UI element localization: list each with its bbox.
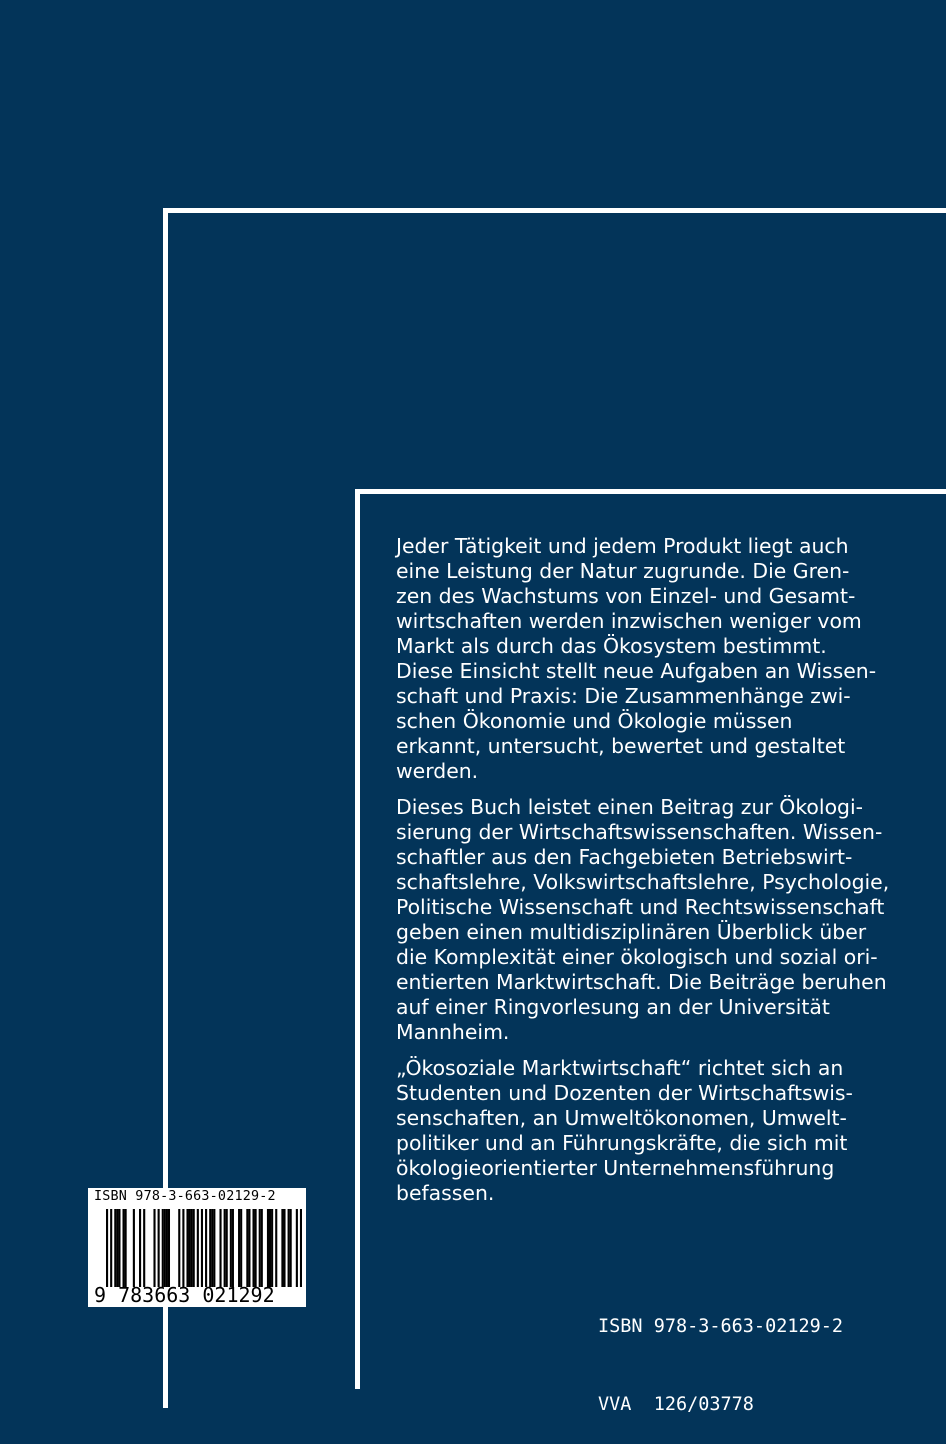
barcode-bar: [125, 1209, 127, 1287]
barcode-bar: [259, 1209, 261, 1287]
barcode-bar: [168, 1209, 170, 1287]
barcode-bar: [261, 1209, 263, 1287]
barcode-bar: [271, 1209, 273, 1287]
blurb-line: Markt als durch das Ökosystem bestimmt.: [396, 634, 827, 658]
blurb-line: „Ökosoziale Marktwirtschaft“ richtet sich an: [396, 1056, 844, 1080]
barcode-bar: [296, 1209, 298, 1287]
barcode: [88, 1188, 306, 1307]
blurb-line: sierung der Wirtschaftswissenschaften. Wissen-: [396, 820, 883, 844]
barcode-bar: [162, 1209, 164, 1287]
barcode-bar: [164, 1209, 166, 1287]
barcode-bar: [252, 1209, 254, 1287]
barcode-bar: [226, 1209, 228, 1287]
back-cover-blurb: [396, 534, 932, 1217]
blurb-line: Jeder Tätigkeit und jedem Produkt liegt auch: [396, 534, 849, 558]
blurb-line: geben einen multidisziplinären Überblick über: [396, 920, 867, 944]
blurb-line: Studenten und Dozenten der Wirtschaftswis-: [396, 1081, 853, 1105]
blurb-line: befassen.: [396, 1181, 495, 1205]
barcode-bar: [133, 1209, 135, 1287]
barcode-bar: [248, 1209, 250, 1287]
barcode-bar: [197, 1209, 199, 1287]
barcode-bar: [116, 1209, 118, 1287]
barcode-bar: [255, 1209, 257, 1287]
blurb-line: ökologieorientierter Unternehmensführung: [396, 1156, 835, 1180]
blurb-line: schaftslehre, Volkswirtschaftslehre, Psychologie,: [396, 870, 890, 894]
barcode-bar: [240, 1209, 242, 1287]
blurb-line: senschaften, an Umweltökonomen, Umwelt-: [396, 1106, 847, 1130]
barcode-bar: [246, 1209, 248, 1287]
barcode-bar: [238, 1209, 240, 1287]
barcode-bar: [106, 1209, 108, 1287]
blurb-line: eine Leistung der Natur zugrunde. Die Gren-: [396, 559, 850, 583]
barcode-bar: [193, 1209, 195, 1287]
barcode-bar: [281, 1209, 283, 1287]
barcode-bar: [123, 1209, 125, 1287]
barcode-bar: [209, 1209, 211, 1287]
barcode-bar: [114, 1209, 116, 1287]
barcode-bar: [219, 1209, 221, 1287]
barcode-bar: [275, 1209, 277, 1287]
barcode-bar: [118, 1209, 120, 1287]
barcode-bar: [182, 1209, 184, 1287]
barcode-bar: [213, 1209, 215, 1287]
barcode-bar: [201, 1209, 203, 1287]
barcode-isbn-label: ISBN 978-3-663-02129-2: [94, 1189, 276, 1204]
barcode-bar: [110, 1209, 112, 1287]
blurb-line: zen des Wachstums von Einzel- und Gesamt-: [396, 584, 856, 608]
barcode-bar: [290, 1209, 292, 1287]
barcode-bar: [143, 1209, 145, 1287]
barcode-bar: [153, 1209, 155, 1287]
blurb-line: Mannheim.: [396, 1020, 510, 1044]
barcode-digits: 9 783663 021292: [94, 1283, 275, 1307]
blurb-line: die Komplexität einer ökologisch und sozial ori-: [396, 945, 878, 969]
blurb-paragraph-2: [396, 795, 932, 1045]
blurb-line: erkannt, untersucht, bewertet und gestaltet: [396, 734, 846, 758]
blurb-line: entierten Marktwirtschaft. Die Beiträge beruhen: [396, 970, 887, 994]
barcode-bar: [178, 1209, 180, 1287]
barcode-bars: [106, 1209, 302, 1287]
barcode-bar: [230, 1209, 232, 1287]
barcode-bar: [191, 1209, 193, 1287]
barcode-bar: [166, 1209, 168, 1287]
blurb-line: schen Ökonomie und Ökologie müssen: [396, 709, 793, 733]
blurb-line: Politische Wissenschaft und Rechtswissenschaft: [396, 895, 885, 919]
barcode-bar: [139, 1209, 141, 1287]
barcode-bar: [269, 1209, 271, 1287]
barcode-bar: [186, 1209, 188, 1287]
barcode-bar: [267, 1209, 269, 1287]
barcode-bar: [205, 1209, 207, 1287]
barcode-bar: [288, 1209, 290, 1287]
blurb-line: Diese Einsicht stellt neue Aufgaben an Wissen-: [396, 659, 877, 683]
barcode-bar: [189, 1209, 191, 1287]
barcode-bar: [224, 1209, 226, 1287]
blurb-line: wirtschaften werden inzwischen weniger vom: [396, 609, 862, 633]
isbn-text: ISBN 978-3-663-02129-2: [598, 1316, 844, 1337]
blurb-line: Dieses Buch leistet einen Beitrag zur Ökologi-: [396, 795, 864, 819]
blurb-line: schaftler aus den Fachgebieten Betriebswirt-: [396, 845, 853, 869]
barcode-bar: [232, 1209, 234, 1287]
barcode-bar: [300, 1209, 302, 1287]
blurb-line: werden.: [396, 759, 479, 783]
blurb-line: auf einer Ringvorlesung an der Universität: [396, 995, 830, 1019]
blurb-paragraph-1: [396, 534, 932, 784]
publisher-codes: [598, 1262, 843, 1444]
blurb-line: schaft und Praxis: Die Zusammenhänge zwi-: [396, 684, 851, 708]
barcode-bar: [211, 1209, 213, 1287]
barcode-bar: [283, 1209, 285, 1287]
blurb-paragraph-3: [396, 1056, 932, 1206]
vva-number: VVA 126/03778: [598, 1394, 754, 1415]
blurb-line: politiker und an Führungskräfte, die sich mit: [396, 1131, 848, 1155]
barcode-bar: [158, 1209, 160, 1287]
